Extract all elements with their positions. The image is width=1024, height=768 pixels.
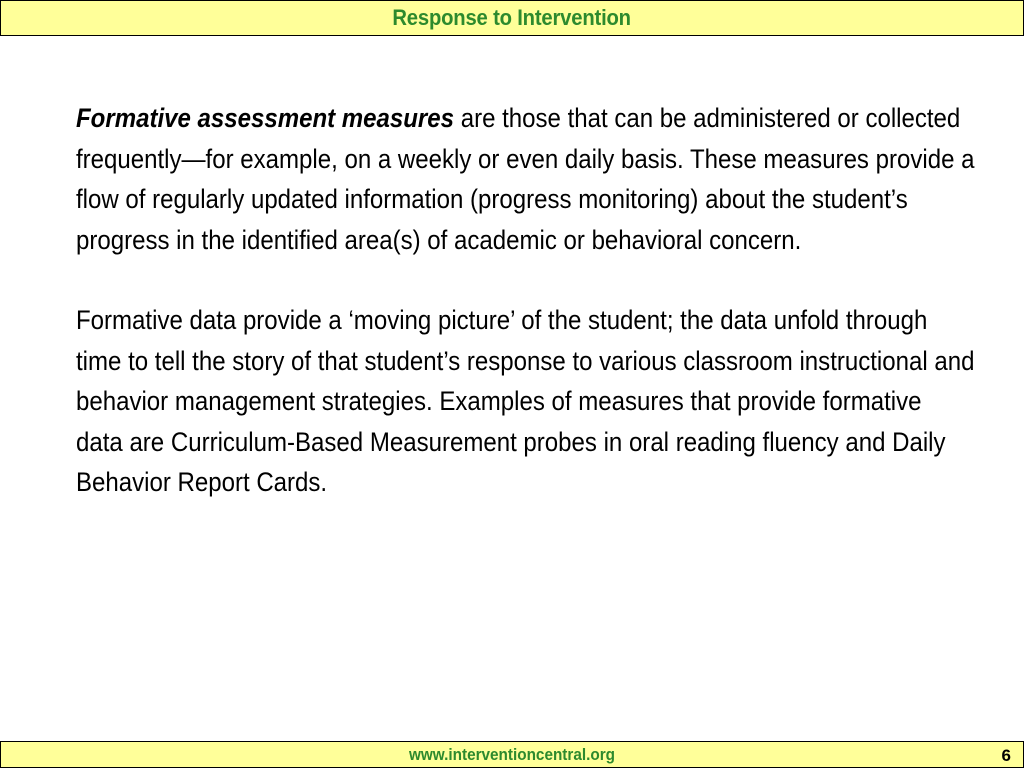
page-number: 6 <box>1001 746 1011 765</box>
paragraph-formative-assessment <box>76 98 975 260</box>
slide-title: Response to Intervention <box>392 5 632 30</box>
footer-url[interactable]: www.interventioncentral.org <box>408 745 616 764</box>
paragraph-formative-data: Formative data provide a ‘moving picture’ of the student; the data unfold through time to tell the story of that student’s response to various classroom instructional and behavior management strategies. Examples of measures that provide formative data are Curriculum-Based Measurement probes in oral reading fluency and Daily Behavior Report Cards. <box>76 305 975 497</box>
paragraph-1-text: are those that can be administered or collected frequently—for example, on a weekly or even daily basis. These measures provide a flow of regularly updated information (progress monitoring) about the student’s progress in the identified area(s) of academic or behavioral concern. <box>76 103 975 255</box>
term-formative-assessment-measures: Formative assessment measures <box>76 103 455 133</box>
slide-content <box>76 98 976 503</box>
slide-header <box>0 0 1024 36</box>
paragraph-spacer <box>76 260 976 300</box>
slide-footer <box>0 741 1024 768</box>
